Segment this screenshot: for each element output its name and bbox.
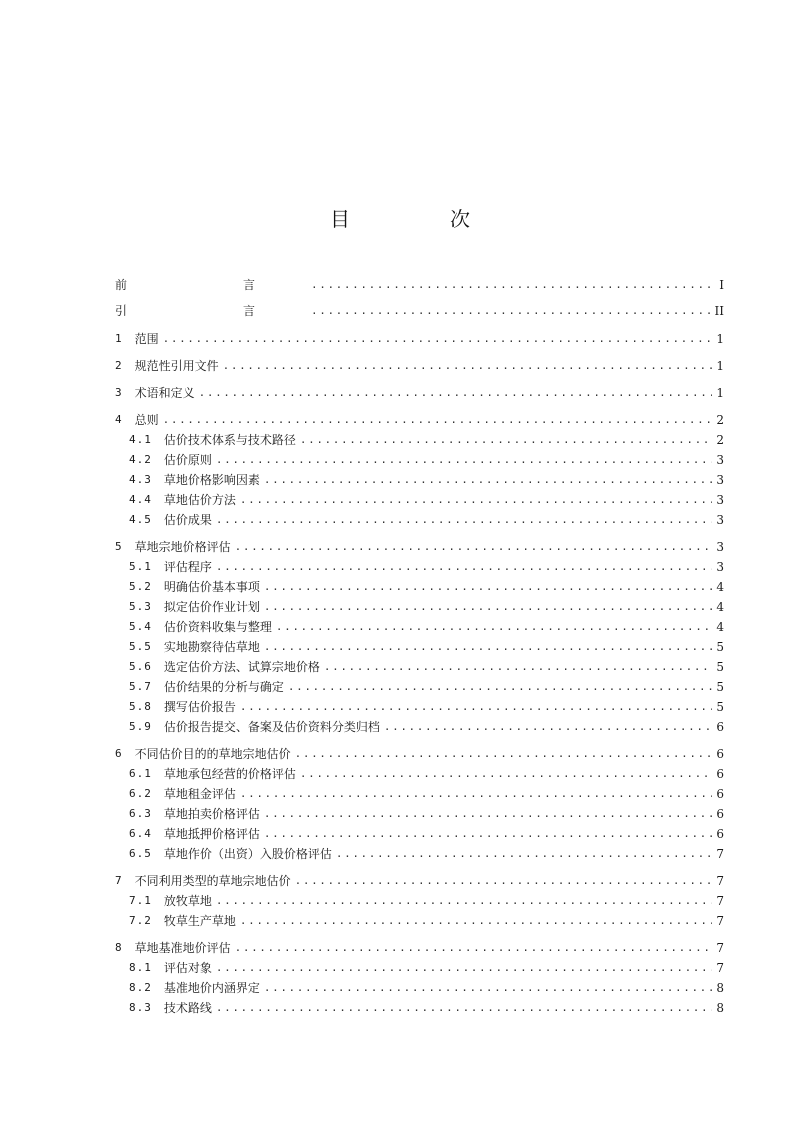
dot-leader	[216, 558, 712, 576]
toc-subentry[interactable]	[129, 698, 724, 716]
toc-entry-number: 8	[115, 941, 123, 954]
toc-entry-number: 5.1	[129, 560, 152, 573]
toc-entry-number: 6.4	[129, 827, 152, 840]
toc-entry-title: 草地租金评估	[163, 787, 236, 801]
toc-subentry[interactable]	[129, 491, 724, 509]
toc-entry-title: 估价报告提交、备案及估价资料分类归档	[163, 720, 380, 734]
toc-entry-page: 6	[716, 747, 724, 761]
toc-entry-page: 6	[716, 720, 724, 734]
toc-entry-title: 规范性引用文件	[134, 359, 219, 373]
toc-entry-page: 4	[716, 620, 724, 634]
dot-leader	[264, 805, 712, 823]
dot-leader	[163, 330, 712, 348]
toc-entry-title: 选定估价方法、试算宗地价格	[163, 660, 320, 674]
toc-entry-number: 8.1	[129, 961, 152, 974]
toc-entry-page: 6	[716, 827, 724, 841]
toc-subentry[interactable]	[129, 598, 724, 616]
toc-entry-page: 3	[716, 513, 724, 527]
dot-leader	[216, 511, 712, 529]
toc-entry-page: 2	[716, 413, 724, 427]
dot-leader	[300, 431, 712, 449]
dot-leader	[288, 678, 712, 696]
toc-entry-page: 8	[716, 1001, 724, 1015]
toc-entry-title: 评估对象	[163, 961, 212, 975]
dot-leader	[199, 384, 712, 402]
dot-leader	[264, 638, 712, 656]
toc-entry-number: 4.5	[129, 513, 152, 526]
dot-leader	[223, 357, 712, 375]
toc-entry-page: 5	[716, 640, 724, 654]
toc-entry-number: 8.2	[129, 981, 152, 994]
toc-entry-title: 术语和定义	[134, 386, 195, 400]
toc-entry-title: 拟定估价作业计划	[163, 600, 260, 614]
dot-leader	[311, 276, 712, 294]
toc-subentry[interactable]	[129, 511, 724, 529]
dot-leader	[336, 845, 712, 863]
dot-leader	[216, 999, 712, 1017]
toc-entry-number: 2	[115, 359, 123, 372]
dot-leader	[264, 598, 712, 616]
dot-leader	[240, 785, 712, 803]
toc-entry-title: 总则	[134, 413, 159, 427]
toc-entry-page: 3	[716, 560, 724, 574]
toc-entry-page: 4	[716, 600, 724, 614]
toc-entry-number: 5.8	[129, 700, 152, 713]
dot-leader	[235, 538, 712, 556]
toc-entry-number: 6	[115, 747, 123, 760]
toc-entry-number: 6.5	[129, 847, 152, 860]
dot-leader	[216, 451, 712, 469]
toc-entry[interactable]	[115, 357, 724, 375]
toc-entry-number: 5.4	[129, 620, 152, 633]
toc-entry-page: 1	[716, 386, 724, 400]
toc-entry-page: 6	[716, 767, 724, 781]
toc-entry[interactable]	[115, 939, 724, 957]
toc-entry-title: 不同估价目的的草地宗地估价	[134, 747, 291, 761]
dot-leader	[235, 939, 712, 957]
toc-entry-page: 6	[716, 787, 724, 801]
toc-subentry[interactable]	[129, 718, 724, 736]
toc-entry-title: 范围	[134, 332, 159, 346]
toc-entry[interactable]	[115, 330, 724, 348]
toc-entry-title: 评估程序	[163, 560, 212, 574]
toc-entry-title: 草地估价方法	[163, 493, 236, 507]
toc-entry-page: I	[719, 278, 724, 292]
toc-entry-page: 8	[716, 981, 724, 995]
toc-subentry[interactable]	[129, 471, 724, 489]
toc-entry-page: 7	[716, 847, 724, 861]
toc-entry-number: 7.1	[129, 894, 152, 907]
toc-entry-page: II	[714, 304, 724, 318]
toc-entry-number: 5.6	[129, 660, 152, 673]
toc-entry-number: 6.3	[129, 807, 152, 820]
toc-entry-number: 4	[115, 413, 123, 426]
toc-subentry[interactable]	[129, 912, 724, 930]
toc-subentry[interactable]	[129, 805, 724, 823]
toc-subentry[interactable]	[129, 979, 724, 997]
toc-entry-page: 2	[716, 433, 724, 447]
dot-leader	[163, 411, 712, 429]
toc-subentry[interactable]	[129, 765, 724, 783]
toc-entry[interactable]	[115, 872, 724, 890]
toc-entry-number: 1	[115, 332, 123, 345]
toc-entry-page: 7	[716, 894, 724, 908]
toc-subentry[interactable]	[129, 558, 724, 576]
toc-entry-title: 估价原则	[163, 453, 212, 467]
toc-entry-number: 7.2	[129, 914, 152, 927]
toc-entry[interactable]	[115, 384, 724, 402]
toc-entry-page: 3	[716, 493, 724, 507]
toc-entry-title: 估价结果的分析与确定	[163, 680, 284, 694]
toc-entry-title: 技术路线	[163, 1001, 212, 1015]
dot-leader	[295, 745, 712, 763]
toc-entry-title: 基准地价内涵界定	[163, 981, 260, 995]
toc-subentry[interactable]	[129, 638, 724, 656]
toc-entry-number: 5.5	[129, 640, 152, 653]
toc-subentry[interactable]	[129, 959, 724, 977]
page-title: 目 次	[330, 207, 510, 231]
toc-entry-number: 5.9	[129, 720, 152, 733]
dot-leader	[276, 618, 712, 636]
toc-entry-number: 5.3	[129, 600, 152, 613]
toc-entry-title: 撰写估价报告	[163, 700, 236, 714]
toc-entry-title: 引 言	[115, 304, 308, 318]
toc-entry[interactable]	[115, 411, 724, 429]
dot-leader	[264, 578, 712, 596]
toc-subentry[interactable]	[129, 678, 724, 696]
toc-entry-page: 1	[716, 359, 724, 373]
dot-leader	[300, 765, 712, 783]
toc-entry-title: 草地宗地价格评估	[134, 540, 231, 554]
toc-entry-number: 8.3	[129, 1001, 152, 1014]
toc-entry-page: 5	[716, 660, 724, 674]
toc-subentry[interactable]	[129, 999, 724, 1017]
toc-entry-title: 草地基准地价评估	[134, 941, 231, 955]
toc-entry-title: 估价技术体系与技术路径	[163, 433, 296, 447]
toc-entry-number: 4.1	[129, 433, 152, 446]
toc-entry-page: 6	[716, 807, 724, 821]
toc-entry-page: 3	[716, 453, 724, 467]
toc-entry-number: 5.2	[129, 580, 152, 593]
toc-entry-title: 估价成果	[163, 513, 212, 527]
toc-entry-number: 4.2	[129, 453, 152, 466]
toc-entry-page: 3	[716, 540, 724, 554]
dot-leader	[264, 979, 712, 997]
dot-leader	[264, 471, 712, 489]
toc-entry-title: 牧草生产草地	[163, 914, 236, 928]
toc-entry-page: 1	[716, 332, 724, 346]
toc-entry-title: 草地作价（出资）入股价格评估	[163, 847, 332, 861]
toc-entry-title: 草地价格影响因素	[163, 473, 260, 487]
toc-entry-title: 前 言	[115, 278, 308, 292]
dot-leader	[324, 658, 712, 676]
toc-entry-page: 5	[716, 680, 724, 694]
toc-entry[interactable]	[115, 276, 724, 294]
toc-entry-number: 6.1	[129, 767, 152, 780]
toc-entry-number: 4.3	[129, 473, 152, 486]
toc-entry-number: 6.2	[129, 787, 152, 800]
toc-entry-title: 估价资料收集与整理	[163, 620, 272, 634]
toc-entry-page: 7	[716, 941, 724, 955]
dot-leader	[216, 892, 712, 910]
toc-entry-number: 7	[115, 874, 123, 887]
toc-entry-number: 4.4	[129, 493, 152, 506]
toc-entry-title: 草地承包经营的价格评估	[163, 767, 296, 781]
toc-entry-number: 3	[115, 386, 123, 399]
toc-subentry[interactable]	[129, 431, 724, 449]
toc-entry-title: 草地抵押价格评估	[163, 827, 260, 841]
toc-entry-page: 7	[716, 874, 724, 888]
dot-leader	[384, 718, 712, 736]
dot-leader	[240, 698, 712, 716]
toc-entry-number: 5	[115, 540, 123, 553]
toc-entry-number: 5.7	[129, 680, 152, 693]
toc-subentry[interactable]	[129, 892, 724, 910]
dot-leader	[264, 825, 712, 843]
toc-entry-page: 4	[716, 580, 724, 594]
toc-entry-title: 放牧草地	[163, 894, 212, 908]
dot-leader	[311, 302, 711, 320]
toc-entry[interactable]	[115, 302, 724, 320]
toc-entry-page: 7	[716, 961, 724, 975]
toc-entry-title: 实地勘察待估草地	[163, 640, 260, 654]
toc-subentry[interactable]	[129, 578, 724, 596]
toc-subentry[interactable]	[129, 451, 724, 469]
dot-leader	[240, 491, 712, 509]
toc-subentry[interactable]	[129, 825, 724, 843]
toc-entry[interactable]	[115, 538, 724, 556]
toc-subentry[interactable]	[129, 785, 724, 803]
dot-leader	[240, 912, 712, 930]
dot-leader	[216, 959, 712, 977]
toc-entry-title: 明确估价基本事项	[163, 580, 260, 594]
toc-subentry[interactable]	[129, 845, 724, 863]
toc-entry-title: 不同利用类型的草地宗地估价	[134, 874, 291, 888]
toc-entry-page: 5	[716, 700, 724, 714]
toc-subentry[interactable]	[129, 658, 724, 676]
toc-entry-page: 3	[716, 473, 724, 487]
toc-entry-page: 7	[716, 914, 724, 928]
toc-subentry[interactable]	[129, 618, 724, 636]
dot-leader	[295, 872, 712, 890]
toc-entry-title: 草地拍卖价格评估	[163, 807, 260, 821]
toc-entry[interactable]	[115, 745, 724, 763]
